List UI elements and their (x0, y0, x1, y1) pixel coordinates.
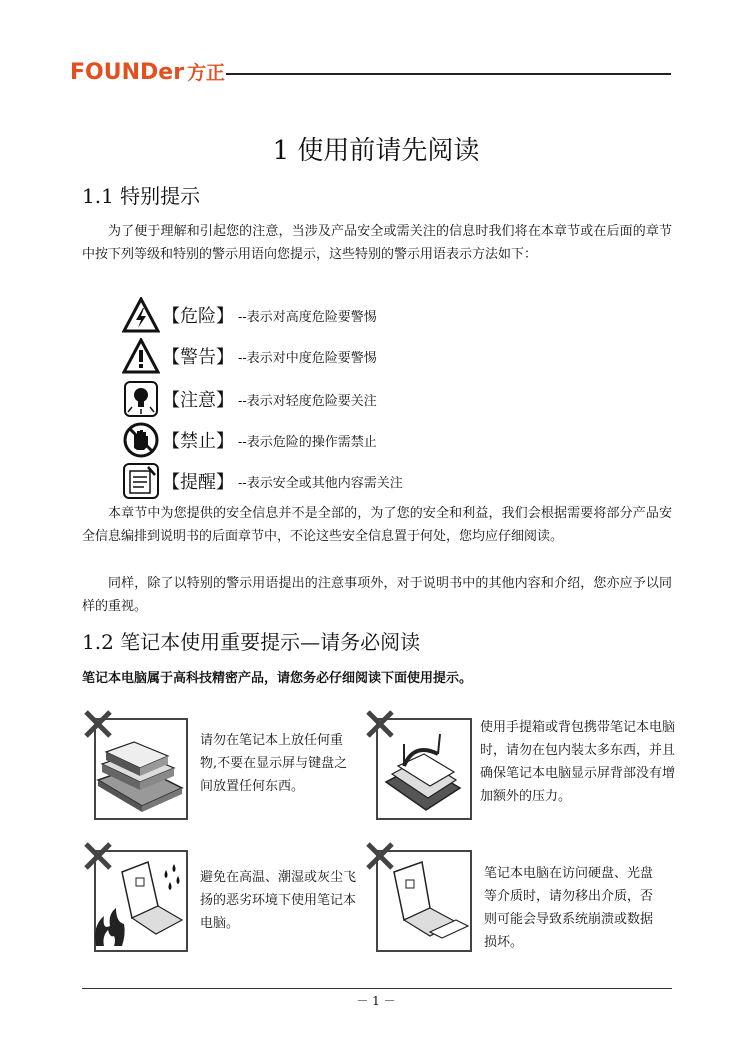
important-note: 笔记本电脑属于高科技精密产品，请您务必仔细阅读下面使用提示。 (82, 671, 473, 686)
warning-label: 【警告】 (162, 347, 234, 368)
intro-paragraph: 为了便于理解和引起您的注意，当涉及产品安全或需关注的信息时我们将在本章节或在后面的章节中按下列等级和特别的警示用语向您提示，这些特别的警示用语表示方法如下： (82, 224, 672, 262)
warning-label: 【提醒】 (162, 472, 234, 493)
warning-desc: --表示对高度危险要警惕 (238, 309, 377, 325)
section-heading-1-2: 1.2 笔记本使用重要提示—请务必阅读 (82, 630, 421, 654)
no-cross-icon (86, 844, 110, 868)
lightbulb-icon (122, 381, 160, 417)
warning-row-caution (122, 380, 377, 418)
footer-rule (82, 988, 672, 989)
tip-illustration-heavy-objects (82, 710, 192, 820)
safety-info-paragraph: 本章节中为您提供的安全信息并不是全部的，为了您的安全和利益，我们会根据需要将部分产品安全信息编排到说明书的后面章节中，不论这些安全信息置于何处，您均应仔细阅读。 (82, 506, 672, 544)
header-rule (226, 73, 671, 75)
no-cross-icon (86, 712, 110, 736)
founder-logo (70, 58, 225, 85)
tip-text-harsh-environment: 避免在高温、潮湿或灰尘飞扬的恶劣环境下使用笔记本电脑。 (200, 870, 357, 931)
chapter-title: 1 使用前请先阅读 (272, 136, 480, 166)
warning-label: 【危险】 (162, 306, 234, 327)
section-heading-1-1: 1.1 特别提示 (82, 184, 201, 208)
no-cross-icon (368, 844, 392, 868)
stop-hand-icon (122, 422, 160, 458)
tip-text-heavy-objects: 请勿在笔记本上放任何重物,不要在显示屏与键盘之间放置任何东西。 (200, 733, 348, 794)
lightning-triangle-icon (122, 297, 160, 333)
warning-label: 【注意】 (162, 390, 234, 411)
tip-illustration-disk-media (364, 842, 476, 952)
warning-label: 【禁止】 (162, 431, 234, 452)
logo-en: FOUNDer (70, 60, 185, 85)
water-drops-icon (165, 864, 180, 890)
fire-icon (95, 908, 125, 946)
warning-row-prohibit (122, 421, 377, 459)
attention-paragraph: 同样，除了以特别的警示用语提出的注意事项外，对于说明书中的其他内容和介绍，您亦应予以同样的重视。 (82, 576, 672, 614)
warning-desc: --表示危险的操作需禁止 (238, 434, 377, 450)
page-number: － 1 － (356, 994, 396, 1008)
tip-illustration-harsh-environment (82, 842, 192, 952)
tip-illustration-bag-pressure (364, 710, 476, 820)
warning-row-warning (122, 337, 377, 375)
warning-row-danger (122, 296, 377, 334)
exclamation-triangle-icon (122, 338, 160, 374)
warning-desc: --表示对中度危险要警惕 (238, 350, 377, 366)
warning-desc: --表示对轻度危险要关注 (238, 393, 377, 409)
notepad-icon (122, 463, 160, 499)
logo-cn: 方正 (187, 62, 226, 84)
warning-desc: --表示安全或其他内容需关注 (238, 475, 403, 491)
no-cross-icon (368, 712, 392, 736)
warning-row-reminder (122, 462, 403, 500)
tip-text-disk-media: 笔记本电脑在访问硬盘、光盘等介质时，请勿移出介质，否则可能会导致系统崩溃或数据损坏。 (484, 866, 654, 950)
tip-text-bag-pressure: 使用手提箱或背包携带笔记本电脑时，请勿在包内装太多东西，并且确保笔记本电脑显示屏背部没有增加额外的压力。 (480, 720, 676, 804)
